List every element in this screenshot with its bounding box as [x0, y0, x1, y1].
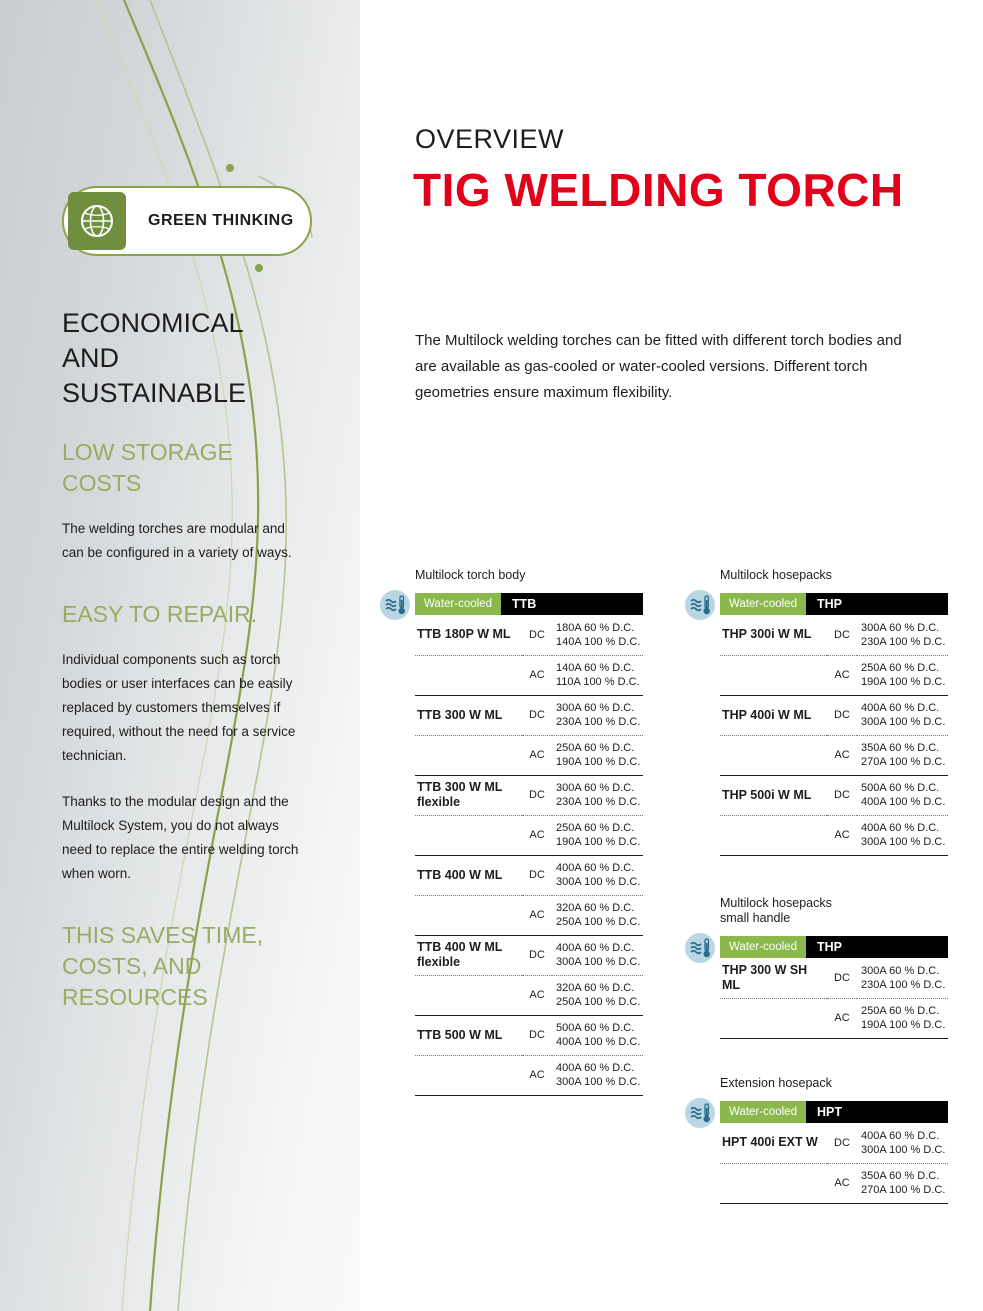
mode-ac: AC — [522, 735, 552, 775]
table-caption: Multilock torch body — [415, 568, 526, 582]
left-paragraph-2: Individual components such as torch bodies or user interfaces can be easily replaced by customers themselves if required, without the need for a service technician. — [62, 652, 296, 763]
left-subheading-repair: EASY TO REPAIR. — [62, 601, 258, 627]
table-row — [415, 935, 643, 975]
table-row — [720, 735, 948, 775]
mode-ac: AC — [827, 735, 857, 775]
rating-values-dc: 300A 60 % D.C. 230A 100 % D.C. — [552, 775, 643, 815]
rating-values-ac: 320A 60 % D.C. 250A 100 % D.C. — [552, 895, 643, 935]
page-title: TIG WELDING TORCH — [413, 164, 904, 216]
table-row — [415, 855, 643, 895]
table-bottom-rule — [720, 855, 948, 856]
product-name: TTB 400 W ML flexible — [415, 935, 522, 975]
rating-values-ac: 250A 60 % D.C. 190A 100 % D.C. — [857, 998, 948, 1038]
mode-ac: AC — [522, 975, 552, 1015]
rating-values-ac: 250A 60 % D.C. 190A 100 % D.C. — [552, 735, 643, 775]
table-block-hosepacks-small-handle — [720, 896, 948, 1039]
mode-ac: AC — [827, 998, 857, 1038]
rating-values-dc: 300A 60 % D.C. 230A 100 % D.C. — [861, 621, 946, 648]
table-bottom-rule — [720, 1203, 948, 1204]
rating-values-ac: 350A 60 % D.C. 270A 100 % D.C. — [857, 735, 948, 775]
table-row — [415, 1055, 643, 1095]
product-name-spacer — [415, 975, 522, 1015]
rating-values-dc: 500A 60 % D.C. 400A 100 % D.C. — [552, 1015, 643, 1055]
rating-values-ac: 400A 60 % D.C. 300A 100 % D.C. — [857, 815, 948, 855]
product-name: THP 300 W SH ML — [722, 962, 808, 992]
product-name: THP 300i W ML — [722, 627, 812, 642]
series-label: TTB — [501, 593, 643, 615]
table-header — [720, 936, 948, 958]
spec-table — [720, 615, 948, 856]
mode-ac: AC — [522, 895, 552, 935]
rating-values-dc: 400A 60 % D.C. 300A 100 % D.C. — [552, 935, 643, 975]
table-row — [415, 815, 643, 855]
product-name: TTB 400 W ML — [415, 855, 522, 895]
mode-dc: DC — [529, 628, 545, 641]
product-name: TTB 180P W ML — [417, 627, 511, 642]
spec-table — [415, 615, 643, 1096]
product-name-spacer — [415, 1055, 522, 1095]
mode-ac: AC — [827, 655, 857, 695]
page-kicker: OVERVIEW — [415, 124, 565, 154]
table-row — [720, 775, 948, 815]
mode-dc: DC — [834, 628, 850, 641]
product-name-spacer — [415, 735, 522, 775]
table-block-hosepacks — [720, 568, 948, 856]
left-paragraph-3: Thanks to the modular design and the Multilock System, you do not always need to replace the entire welding torch when worn. — [62, 794, 299, 881]
water-cooled-icon — [685, 590, 715, 620]
table-row — [720, 1163, 948, 1203]
cooling-label: Water-cooled — [720, 1101, 806, 1123]
table-row — [415, 655, 643, 695]
table-bottom-rule — [415, 1095, 643, 1096]
mode-dc: DC — [827, 695, 857, 735]
cooling-label: Water-cooled — [720, 593, 806, 615]
green-thinking-badge — [62, 186, 312, 256]
spec-table — [720, 1123, 948, 1204]
table-row — [720, 615, 948, 655]
rating-values-dc: 500A 60 % D.C. 400A 100 % D.C. — [857, 775, 948, 815]
table-row — [415, 775, 643, 815]
mode-dc: DC — [834, 971, 850, 984]
table-row — [720, 815, 948, 855]
product-name: THP 500i W ML — [720, 775, 827, 815]
product-name-spacer — [720, 815, 827, 855]
rating-values-dc: 300A 60 % D.C. 230A 100 % D.C. — [552, 695, 643, 735]
left-column — [62, 306, 302, 1031]
table-row — [720, 998, 948, 1038]
spec-table — [720, 958, 948, 1039]
series-label: THP — [806, 936, 948, 958]
table-caption: Multilock hosepacks — [720, 568, 832, 582]
rating-values-dc: 400A 60 % D.C. 300A 100 % D.C. — [552, 855, 643, 895]
table-row — [720, 1123, 948, 1163]
mode-dc: DC — [522, 935, 552, 975]
table-block-torch-body — [415, 568, 643, 1096]
table-row — [415, 615, 643, 655]
table-caption: Extension hosepack — [720, 1076, 832, 1090]
series-label: HPT — [806, 1101, 948, 1123]
mode-dc: DC — [522, 855, 552, 895]
table-row — [415, 695, 643, 735]
product-name-spacer — [720, 655, 827, 695]
product-name: TTB 300 W ML — [415, 695, 522, 735]
product-name-spacer — [720, 735, 827, 775]
rating-values-dc: 400A 60 % D.C. 300A 100 % D.C. — [857, 695, 948, 735]
product-name: THP 400i W ML — [720, 695, 827, 735]
left-paragraph-1: The welding torches are modular and can be configured in a variety of ways. — [62, 521, 292, 560]
mode-ac: AC — [522, 1055, 552, 1095]
table-row — [415, 895, 643, 935]
mode-dc: DC — [522, 1015, 552, 1055]
mode-dc: DC — [522, 775, 552, 815]
intro-paragraph: The Multilock welding torches can be fitted with different torch bodies and are available as gas-cooled or water-cooled versions. Different torch geometries ensure maximum flexibility. — [415, 332, 902, 401]
water-cooled-icon — [380, 590, 410, 620]
product-name-spacer — [720, 998, 827, 1038]
rating-values-ac: 350A 60 % D.C. 270A 100 % D.C. — [857, 1163, 948, 1203]
water-cooled-icon — [685, 1098, 715, 1128]
rating-values-ac: 140A 60 % D.C. 110A 100 % D.C. — [552, 655, 643, 695]
cooling-label: Water-cooled — [720, 936, 806, 958]
water-cooled-icon — [685, 933, 715, 963]
mode-dc: DC — [522, 695, 552, 735]
mode-dc: DC — [827, 775, 857, 815]
rating-values-dc: 400A 60 % D.C. 300A 100 % D.C. — [861, 1129, 946, 1156]
rating-values-ac: 250A 60 % D.C. 190A 100 % D.C. — [857, 655, 948, 695]
table-header — [720, 1101, 948, 1123]
rating-values-ac: 320A 60 % D.C. 250A 100 % D.C. — [552, 975, 643, 1015]
rating-values-ac: 400A 60 % D.C. 300A 100 % D.C. — [552, 1055, 643, 1095]
product-name-spacer — [720, 1163, 827, 1203]
table-row — [720, 958, 948, 998]
product-name: TTB 300 W ML flexible — [415, 775, 522, 815]
rating-values-dc: 300A 60 % D.C. 230A 100 % D.C. — [861, 964, 946, 991]
mode-dc: DC — [834, 1136, 850, 1149]
left-subheading-storage: LOW STORAGE COSTS — [62, 439, 233, 496]
product-name: HPT 400i EXT W — [722, 1135, 818, 1150]
table-row — [415, 975, 643, 1015]
rating-values-dc: 180A 60 % D.C. 140A 100 % D.C. — [556, 621, 641, 648]
mode-ac: AC — [827, 1163, 857, 1203]
mode-ac: AC — [522, 815, 552, 855]
table-bottom-rule — [720, 1038, 948, 1039]
mode-ac: AC — [522, 655, 552, 695]
table-row — [415, 1015, 643, 1055]
left-heading: ECONOMICAL AND SUSTAINABLE — [62, 308, 247, 408]
series-label: THP — [806, 593, 948, 615]
left-subheading-savings: THIS SAVES TIME, COSTS, AND RESOURCES — [62, 922, 264, 1010]
product-name: TTB 500 W ML — [415, 1015, 522, 1055]
rating-values-ac: 250A 60 % D.C. 190A 100 % D.C. — [552, 815, 643, 855]
table-row — [720, 655, 948, 695]
table-row — [720, 695, 948, 735]
product-name-spacer — [415, 815, 522, 855]
product-name-spacer — [415, 895, 522, 935]
table-header — [720, 593, 948, 615]
green-thinking-label: GREEN THINKING — [148, 212, 294, 229]
table-header — [415, 593, 643, 615]
globe-icon — [68, 192, 126, 250]
cooling-label: Water-cooled — [415, 593, 501, 615]
table-caption: Multilock hosepacks small handle — [720, 896, 832, 925]
table-block-extension-hosepack — [720, 1076, 948, 1204]
product-name-spacer — [415, 655, 522, 695]
mode-ac: AC — [827, 815, 857, 855]
table-row — [415, 735, 643, 775]
